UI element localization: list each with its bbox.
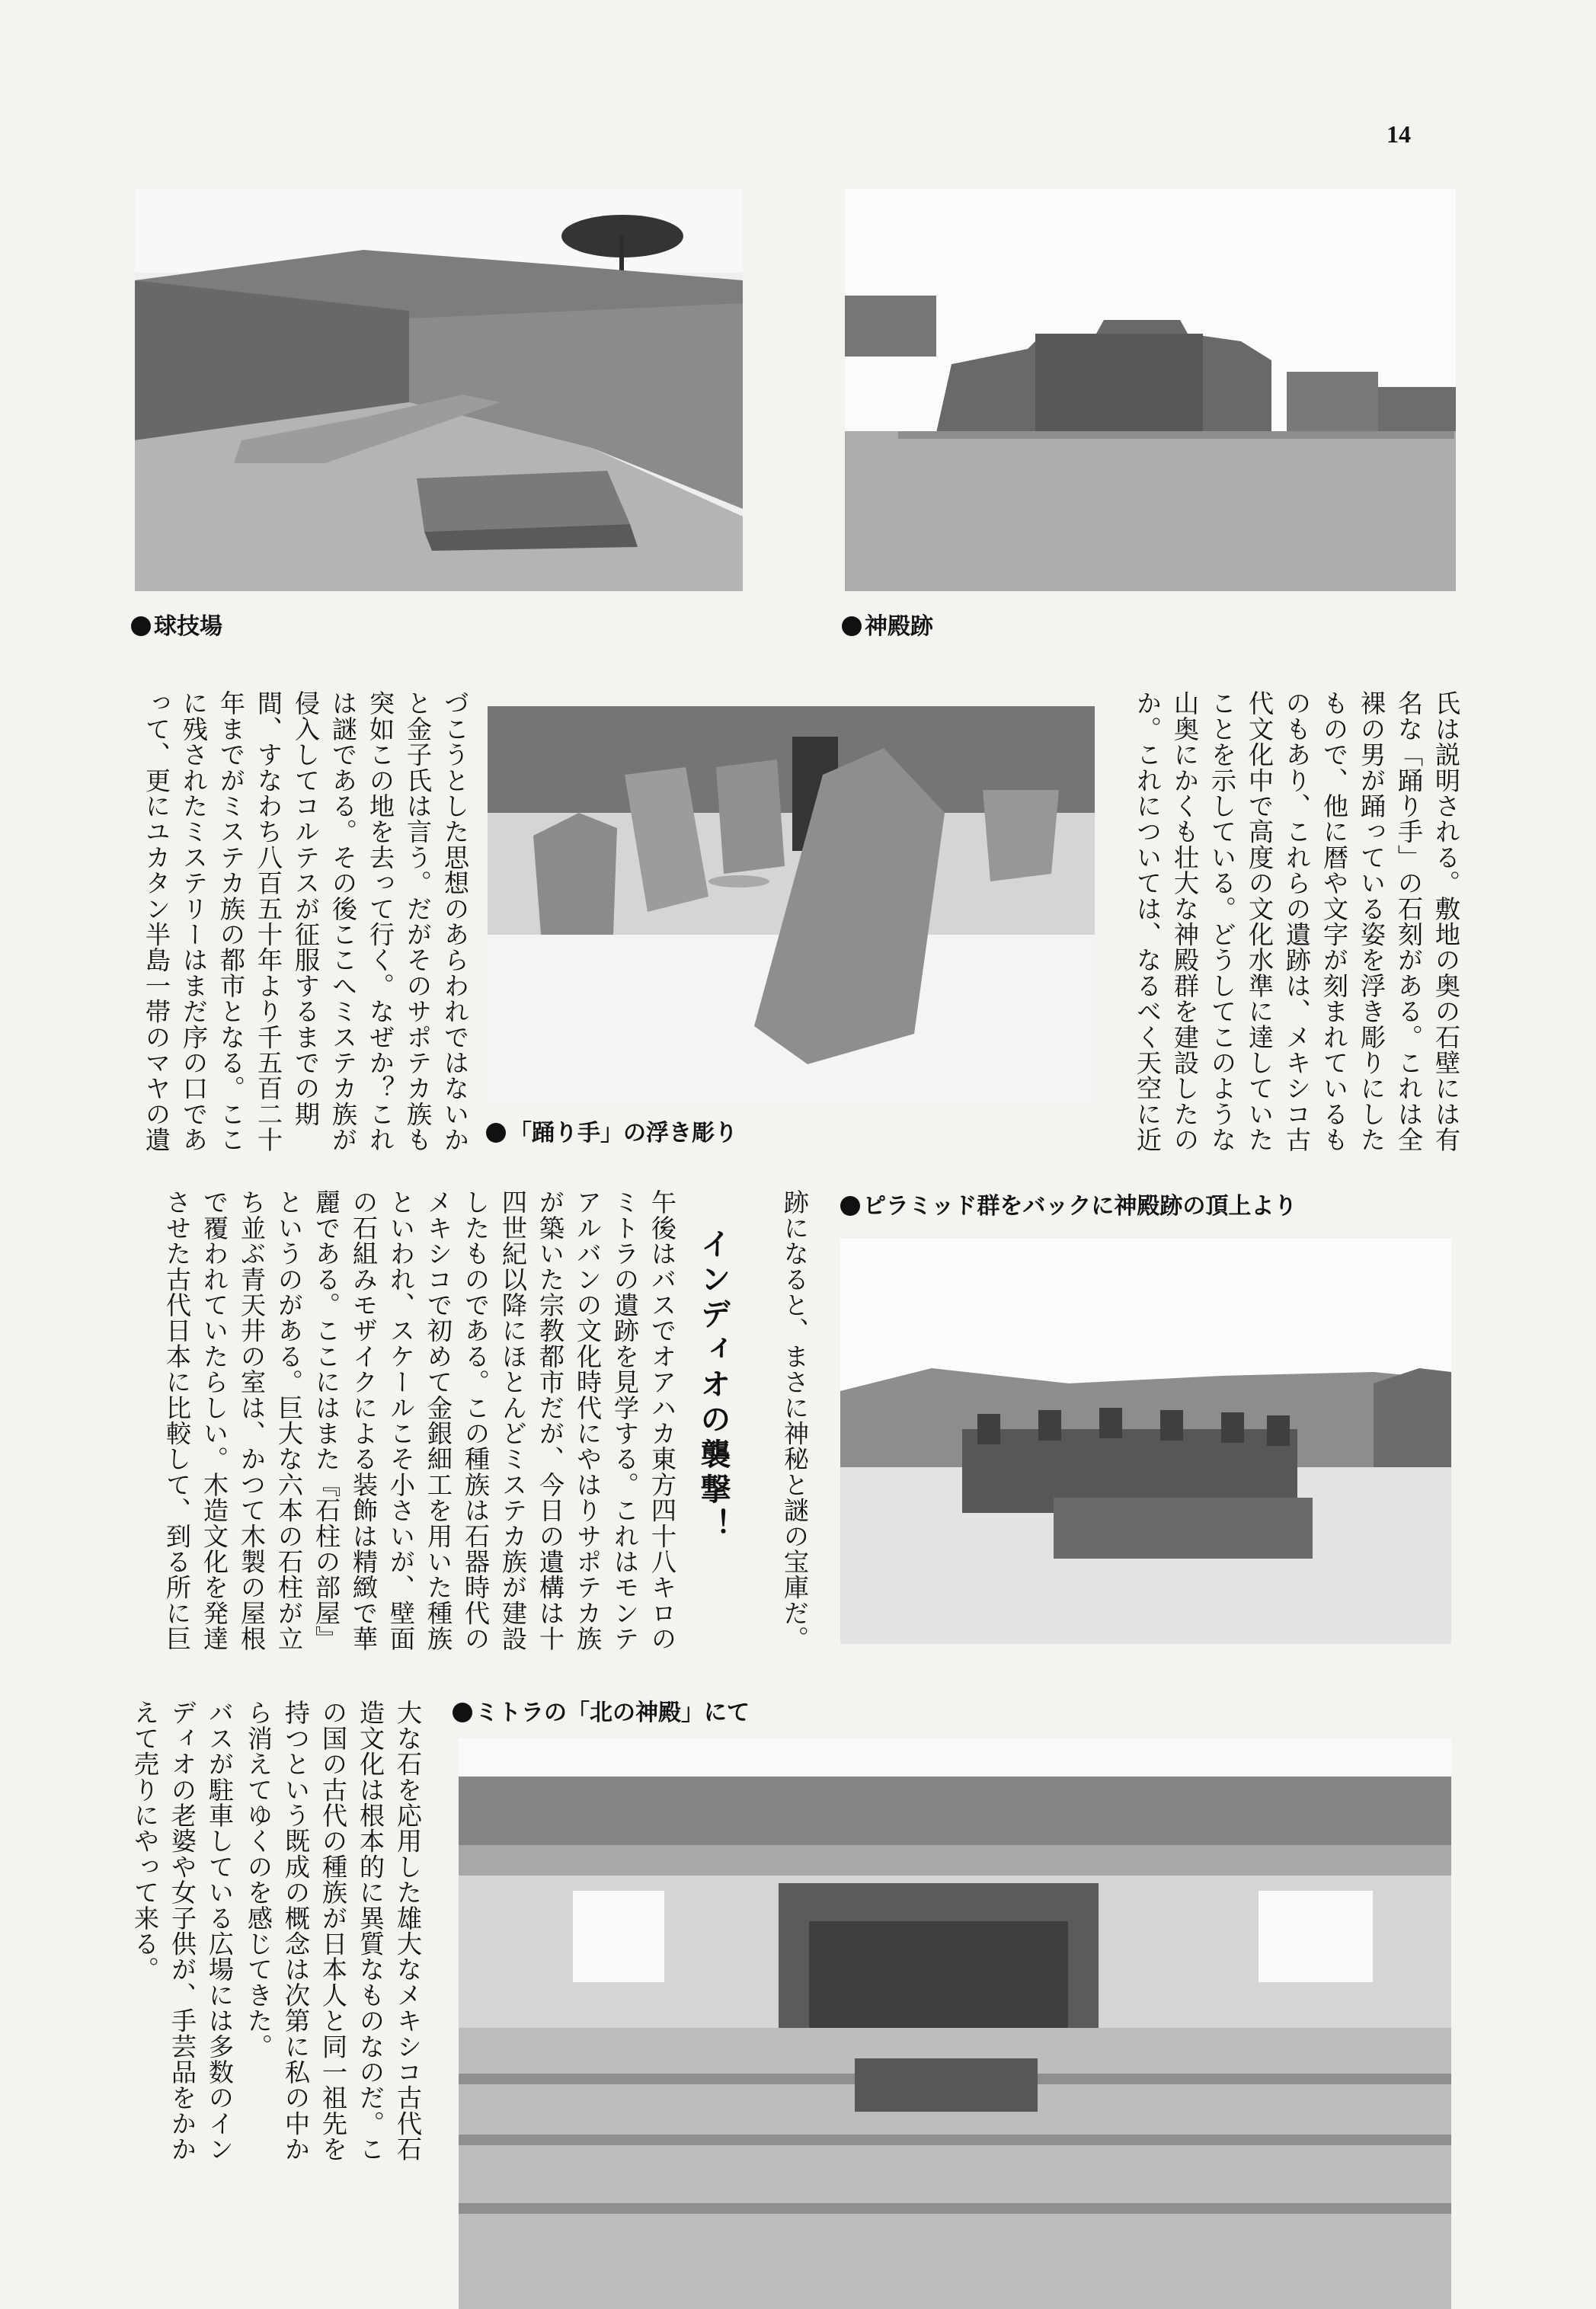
article-paragraph: 氏は説明される。敷地の奥の石壁には有名な「踊り手」の石刻がある。これは全裸の男が踊っている姿を浮き彫りにしたもので、他に暦や文字が刻まれているものもあり、これらの遺跡は、メキシコ古代文化中で高度の文化水準に達していたことを示している。どうしてこのような山奥にかくも壮大な神殿群を建設したのか。これについては、なるべく天空に近: [1133, 690, 1461, 1153]
article-paragraph: 午後はバスでオアハカ東方四十八キロのミトラの遺跡を見学する。これはモンテアルバンの文化時代にやはりサポテカ族が築いた宗教都市だが、今日の遺構は十四世紀以降にほとんどミステカ族が建設したものである。この種族は石器時代のメキシコで初めて金銀細工を用いた種族といわれ、スケールこそ小さいが、壁面の石組みモザイクによる装飾は精緻で華麗である。ここにはまた『石柱の部屋』というのがある。巨大な六本の石柱が立ち並ぶ青天井の室は、かつて木製の屋根で覆われていたらしい。木造文化を発達させた古代日本に比較して、到る所に巨: [162, 1189, 677, 1652]
caption-text: 球技場: [154, 613, 222, 640]
temple-image: [845, 189, 1456, 591]
article-paragraph: 跡になると、まさに神秘と謎の宝庫だ。: [780, 1189, 810, 1652]
article-column-mid-left: [126, 1189, 681, 1661]
pyramids-photo: [840, 1239, 1451, 1644]
bullet-dot: [131, 616, 151, 636]
dancers-image: [488, 706, 1095, 1102]
caption-text: ピラミッド群をバックに神殿跡の頂上より: [863, 1193, 1297, 1220]
article-column-bottom-left: [126, 1700, 238, 2172]
article-column-mid-right: [776, 1189, 814, 1661]
bullet-dot: [842, 616, 862, 636]
page-number: 14: [1387, 120, 1411, 148]
section-heading: インディオの襲撃！: [696, 1228, 731, 1543]
caption-text: 「踊り手」の浮き彫り: [509, 1120, 737, 1147]
mitla-photo: [459, 1738, 1451, 2309]
pyramids-caption: [840, 1194, 1297, 1220]
mitla-image: [459, 1738, 1451, 2309]
ballcourt-image: [135, 189, 743, 591]
ballcourt-photo: [135, 189, 743, 591]
temple-photo: [845, 189, 1456, 591]
dancers-caption: [486, 1121, 737, 1147]
article-paragraph: バスが駐車している広場には多数のインディオの老婆や女子供が、手芸品をかかえて売りにやって来る。: [130, 1700, 235, 2162]
bullet-dot: [840, 1196, 860, 1216]
ballcourt-caption: [131, 614, 222, 640]
article-paragraph: 大な石を応用した雄大なメキシコ古代石造文化は根本的に異質なものなのだ。この国の古代の種族が日本人と同一祖先を持つという既成の概念は次第に私の中から消えてゆくのを感じてきた。: [244, 1700, 423, 2162]
bullet-dot: [453, 1703, 472, 1722]
mitla-caption: [453, 1700, 750, 1726]
article-paragraph: づこうとした思想のあらわれではないかと金子氏は言う。だがそのサポテカ族も突如この地を去って行く。なぜか？これは謎である。その後ここへミステカ族が侵入してコルテスが征服するまでの期間、すなわち八百五十年より千五百二十年までがミステカ族の都市となる。ここに残されたミステリーはまだ序の口であって、更にユカタン半島一帯のマヤの遺: [142, 690, 470, 1153]
bullet-dot: [486, 1123, 506, 1143]
caption-text: 神殿跡: [865, 613, 933, 640]
dancers-photo: [488, 706, 1095, 1102]
temple-caption: [842, 614, 933, 640]
article-column-left-top: [126, 690, 474, 1162]
caption-text: ミトラの「北の神殿」にて: [475, 1700, 750, 1726]
article-column-right-top: [1115, 690, 1465, 1162]
article-column-bottom-right: [244, 1700, 427, 2172]
pyramids-image: [840, 1239, 1451, 1644]
